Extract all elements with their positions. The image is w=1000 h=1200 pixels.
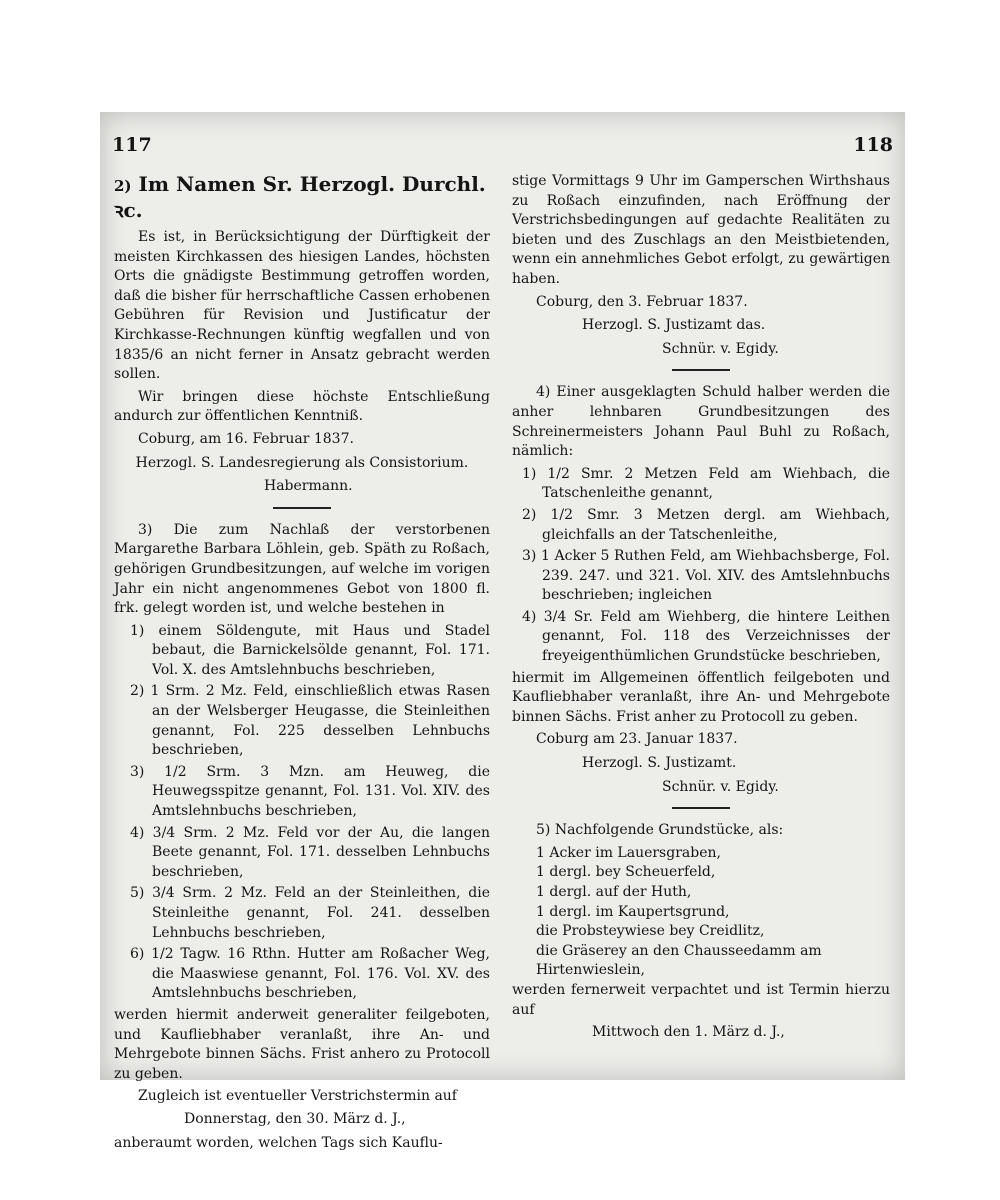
- list-item: 5) 3/4 Srm. 2 Mz. Feld an der Steinleithen, die Steinleithe genannt, Fol. 241. desselben Lehnbuchs beschrieben,: [130, 885, 490, 941]
- section-4-signer: Schnür. v. Egidy.: [662, 778, 779, 795]
- list-item: 1) 1/2 Smr. 2 Metzen Feld am Wiehbach, die Tatschenleithe genannt,: [522, 465, 890, 502]
- section-2-signer: Habermann.: [264, 478, 353, 495]
- section-5-intro: 5) Nachfolgende Grundstücke, als:: [536, 822, 784, 839]
- divider-rule: [672, 807, 730, 809]
- list-item: 1 Acker im Lauersgraben,: [536, 844, 721, 861]
- section-3-authority: Herzogl. S. Justizamt das.: [582, 317, 766, 334]
- list-item: 1 dergl. im Kaupertsgrund,: [536, 903, 730, 920]
- page-number-right: 118: [853, 134, 893, 156]
- divider-rule: [672, 369, 730, 371]
- divider-rule: [273, 507, 331, 509]
- left-column: [114, 172, 490, 1156]
- list-item: 2) 1/2 Smr. 3 Metzen dergl. am Wiehbach, gleichfalls an der Tatschenleithe,: [522, 506, 890, 543]
- list-item: 1) einem Söldengute, mit Haus und Stadel bebaut, die Barnickelsölde genannt, Fol. 171. Vol. X. des Amtslehnbuchs beschrieben,: [130, 622, 490, 678]
- section-3-signer: Schnür. v. Egidy.: [662, 340, 779, 357]
- list-item: 6) 1/2 Tagw. 16 Rthn. Hutter am Roßacher Weg, die Maaswiese genannt, Fol. 176. Vol. XV. des Amtslehnbuchs beschrieben,: [130, 946, 490, 1002]
- section-5-close: werden fernerweit verpachtet und ist Termin hierzu auf: [512, 981, 890, 1018]
- section-3-tail: anberaumt worden, welchen Tags sich Kauflu-: [114, 1134, 443, 1151]
- section-5-day: Mittwoch den 1. März d. J.,: [592, 1024, 785, 1041]
- list-item: 4) 3/4 Sr. Feld am Wiehberg, die hintere Leithen genannt, Fol. 118 des Verzeichnisses der freyeigenthümlichen Grundstücke beschrieben,: [522, 608, 890, 665]
- list-item: 1 dergl. auf der Huth,: [536, 884, 692, 900]
- section-3-day: Donnerstag, den 30. März d. J.,: [184, 1110, 406, 1127]
- section-3-date: Coburg, den 3. Februar 1837.: [536, 293, 748, 310]
- section-3-term: Zugleich ist eventueller Verstrichstermin auf: [138, 1088, 457, 1105]
- section-3-continuation: stige Vormittags 9 Uhr im Gamperschen Wirthshaus zu Roßach einzufinden, nach Eröffnung der Verstrichsbedingungen auf gedachte Realitäten zu bieten und des Zuschlags an den Meistbietenden, wenn ein annehmliches Gebot erfolgt, zu gewärtigen haben.: [512, 173, 890, 287]
- section-2-heading: [114, 172, 490, 222]
- section-3-close: werden hiermit anderweit generaliter feilgeboten, und Kaufliebhaber veranlaßt, ihre An- und Mehrgebote binnen Sächs. Frist anhero zu Protocoll zu geben.: [114, 1006, 490, 1082]
- section-2-number: 2): [114, 177, 132, 195]
- section-2-title: Im Namen Sr. Herzogl. Durchl. ꝛc.: [114, 172, 486, 222]
- right-column: [512, 172, 890, 1043]
- section-2-authority: Herzogl. S. Landesregierung als Consistorium.: [135, 454, 469, 471]
- section-4-intro: 4) Einer ausgeklagten Schuld halber werden die anher lehnbaren Grundbesitzungen des Schreinermeisters Johann Paul Buhl zu Roßach, nämlich:: [512, 384, 890, 460]
- list-item: die Gräserey an den Chausseedamm am Hirtenwieslein,: [536, 942, 822, 979]
- list-item: die Probsteywiese bey Creidlitz,: [536, 923, 765, 940]
- section-2-paragraph-2: Wir bringen diese höchste Entschließung andurch zur öffentlichen Kenntniß.: [114, 388, 490, 425]
- list-item: 4) 3/4 Srm. 2 Mz. Feld vor der Au, die langen Beete genannt, Fol. 171. desselben Lehnbuchs beschrieben,: [130, 824, 490, 880]
- page-number-left: 117: [112, 134, 152, 156]
- section-4-authority: Herzogl. S. Justizamt.: [582, 755, 737, 772]
- list-item: 3) 1/2 Srm. 3 Mzn. am Heuweg, die Heuwegsspitze genannt, Fol. 131. Vol. XIV. des Amtslehnbuchs beschrieben,: [130, 763, 490, 820]
- section-4-close: hiermit im Allgemeinen öffentlich feilgeboten und Kaufliebhaber veranlaßt, ihre An- und Mehrgebote binnen Sächs. Frist anher zu Protocoll zu geben.: [512, 669, 890, 725]
- section-3-intro: 3) Die zum Nachlaß der verstorbenen Margarethe Barbara Löhlein, geb. Späth zu Roßach, gehörigen Grundbesitzungen, auf welche im vorigen Jahr ein nicht angenommenes Gebot von 1800 fl. frk. gelegt worden ist, und welche bestehen in: [114, 521, 490, 617]
- section-2-paragraph-1: Es ist, in Berücksichtigung der Dürftigkeit der meisten Kirchkassen des hiesigen Landes, höchsten Orts die gnädigste Bestimmung getroffen worden, daß die bisher für herrschaftliche Cassen erhobenen Gebühren für Revision und Justificatur der Kirchkasse-Rechnungen künftig wegfallen und von 1835/6 an nicht ferner in Ansatz gebracht werden sollen.: [114, 229, 490, 383]
- section-4-date: Coburg am 23. Januar 1837.: [536, 731, 738, 748]
- scanned-page: [100, 112, 905, 1151]
- list-item: 3) 1 Acker 5 Ruthen Feld, am Wiehbachsberge, Fol. 239. 247. und 321. Vol. XIV. des Amtslehnbuchs beschrieben; ingleichen: [522, 548, 890, 604]
- list-item: 1 dergl. bey Scheuerfeld,: [536, 864, 716, 881]
- list-item: 2) 1 Srm. 2 Mz. Feld, einschließlich etwas Rasen an der Welsberger Heugasse, die Steinleithen genannt, Fol. 225 desselben Lehnbuchs beschrieben,: [130, 683, 490, 759]
- section-2-date: Coburg, am 16. Februar 1837.: [138, 430, 354, 447]
